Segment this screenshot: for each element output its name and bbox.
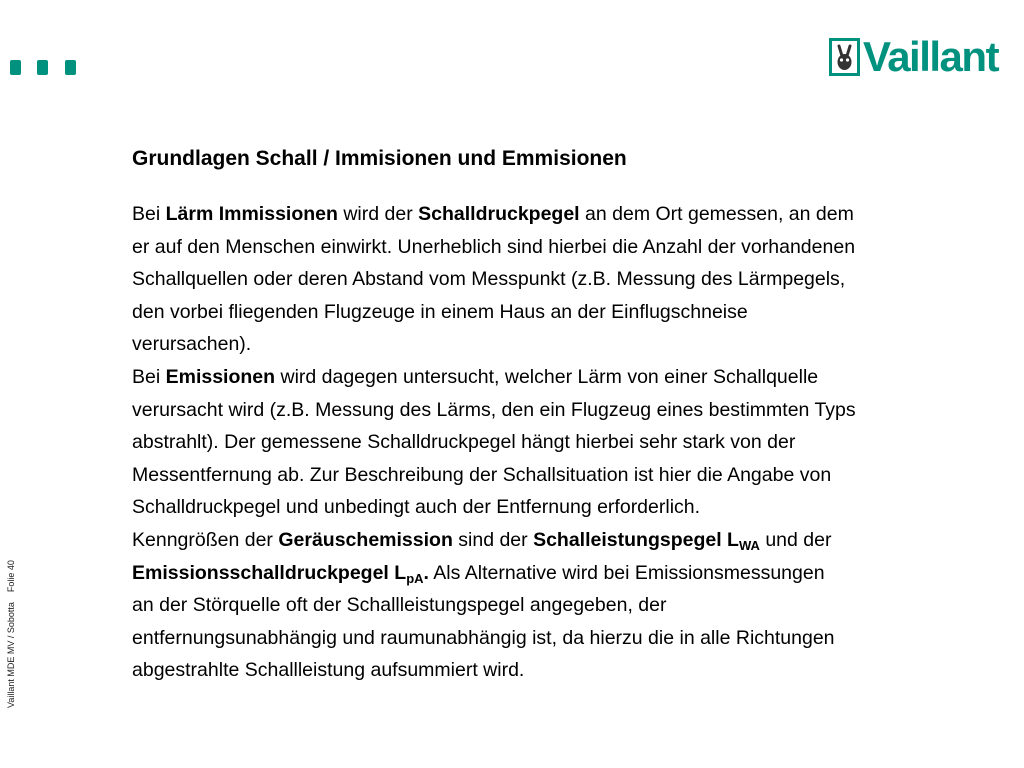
text-segment: Als Alternative wird bei Emissionsmessungen	[428, 561, 825, 584]
text-segment: Kenngrößen der	[132, 528, 279, 551]
text-segment: Bei	[132, 203, 166, 225]
text-segment: Bei	[132, 365, 166, 388]
slide-footer	[6, 560, 16, 708]
subscript: pA	[406, 570, 424, 586]
bold-term: Schalleistungspegel L	[533, 528, 739, 551]
text-segment: und der	[759, 528, 832, 551]
folio-number: Folie 40	[6, 560, 16, 593]
bold-term: Lärm Immissionen	[165, 203, 338, 225]
text-segment: wird dagegen untersucht, welcher Lärm von einer Schallquelle	[275, 365, 819, 388]
body-line	[132, 263, 1012, 296]
bold-term: Geräuschemission	[278, 528, 453, 551]
body-line	[132, 394, 1012, 427]
body-line	[132, 361, 1012, 394]
text-segment: an dem Ort gemessen, an dem	[579, 203, 854, 225]
text-segment: abgestrahlte Schallleistung aufsummiert wird.	[132, 659, 525, 682]
footer-label: Vaillant MDE MV / Sobotta	[6, 602, 16, 708]
text-segment: Schalldruckpegel und unbedingt auch der Entfernung erforderlich.	[132, 496, 701, 519]
text-segment: verursacht wird (z.B. Messung des Lärms, den ein Flugzeug eines bestimmten Typs	[132, 398, 856, 421]
body-line	[132, 491, 1012, 524]
body-line	[132, 459, 1012, 492]
bold-term: .	[423, 561, 429, 584]
body-line	[132, 557, 1012, 590]
body-line	[132, 622, 1012, 655]
hare-icon	[829, 38, 860, 76]
dot-2	[37, 60, 48, 75]
text-segment: abstrahlt). Der gemessene Schalldruckpegel hängt hierbei sehr stark von der	[132, 431, 796, 454]
slide-title: Grundlagen Schall / Immisionen und Emmisionen	[132, 147, 627, 170]
body-line	[132, 328, 1012, 361]
body-line	[132, 654, 1012, 687]
text-segment: entfernungsunabhängig und raumunabhängig ist, da hierzu die in alle Richtungen	[132, 626, 835, 649]
text-segment: Messentfernung ab. Zur Beschreibung der Schallsituation ist hier die Angabe von	[132, 463, 832, 486]
subscript: WA	[738, 537, 760, 553]
text-segment: verursachen).	[132, 333, 252, 356]
body-line	[132, 524, 1012, 557]
body-line	[132, 198, 1012, 231]
text-segment: Schallquellen oder deren Abstand vom Messpunkt (z.B. Messung des Lärmpegels,	[132, 268, 846, 291]
text-segment: er auf den Menschen einwirkt. Unerheblich sind hierbei die Anzahl der vorhandenen	[132, 235, 856, 258]
text-segment: sind der	[452, 528, 534, 551]
dot-1	[10, 60, 21, 75]
brand-name: Vaillant	[863, 33, 999, 80]
body-line	[132, 296, 1012, 329]
text-segment: wird der	[337, 203, 419, 225]
bold-term: Emissionen	[165, 365, 276, 388]
bold-term: Schalldruckpegel	[418, 203, 580, 225]
vaillant-logo	[829, 33, 999, 80]
body-line	[132, 589, 1012, 622]
body-line	[132, 426, 1012, 459]
text-segment: den vorbei fliegenden Flugzeuge in einem Haus an der Einflugschneise	[132, 300, 748, 323]
body-line	[132, 231, 1012, 264]
slide-body	[132, 198, 1012, 687]
bold-term: Emissionsschalldruckpegel L	[132, 561, 407, 584]
dot-3	[65, 60, 76, 75]
text-segment: an der Störquelle oft der Schallleistungspegel angegeben, der	[132, 594, 667, 617]
